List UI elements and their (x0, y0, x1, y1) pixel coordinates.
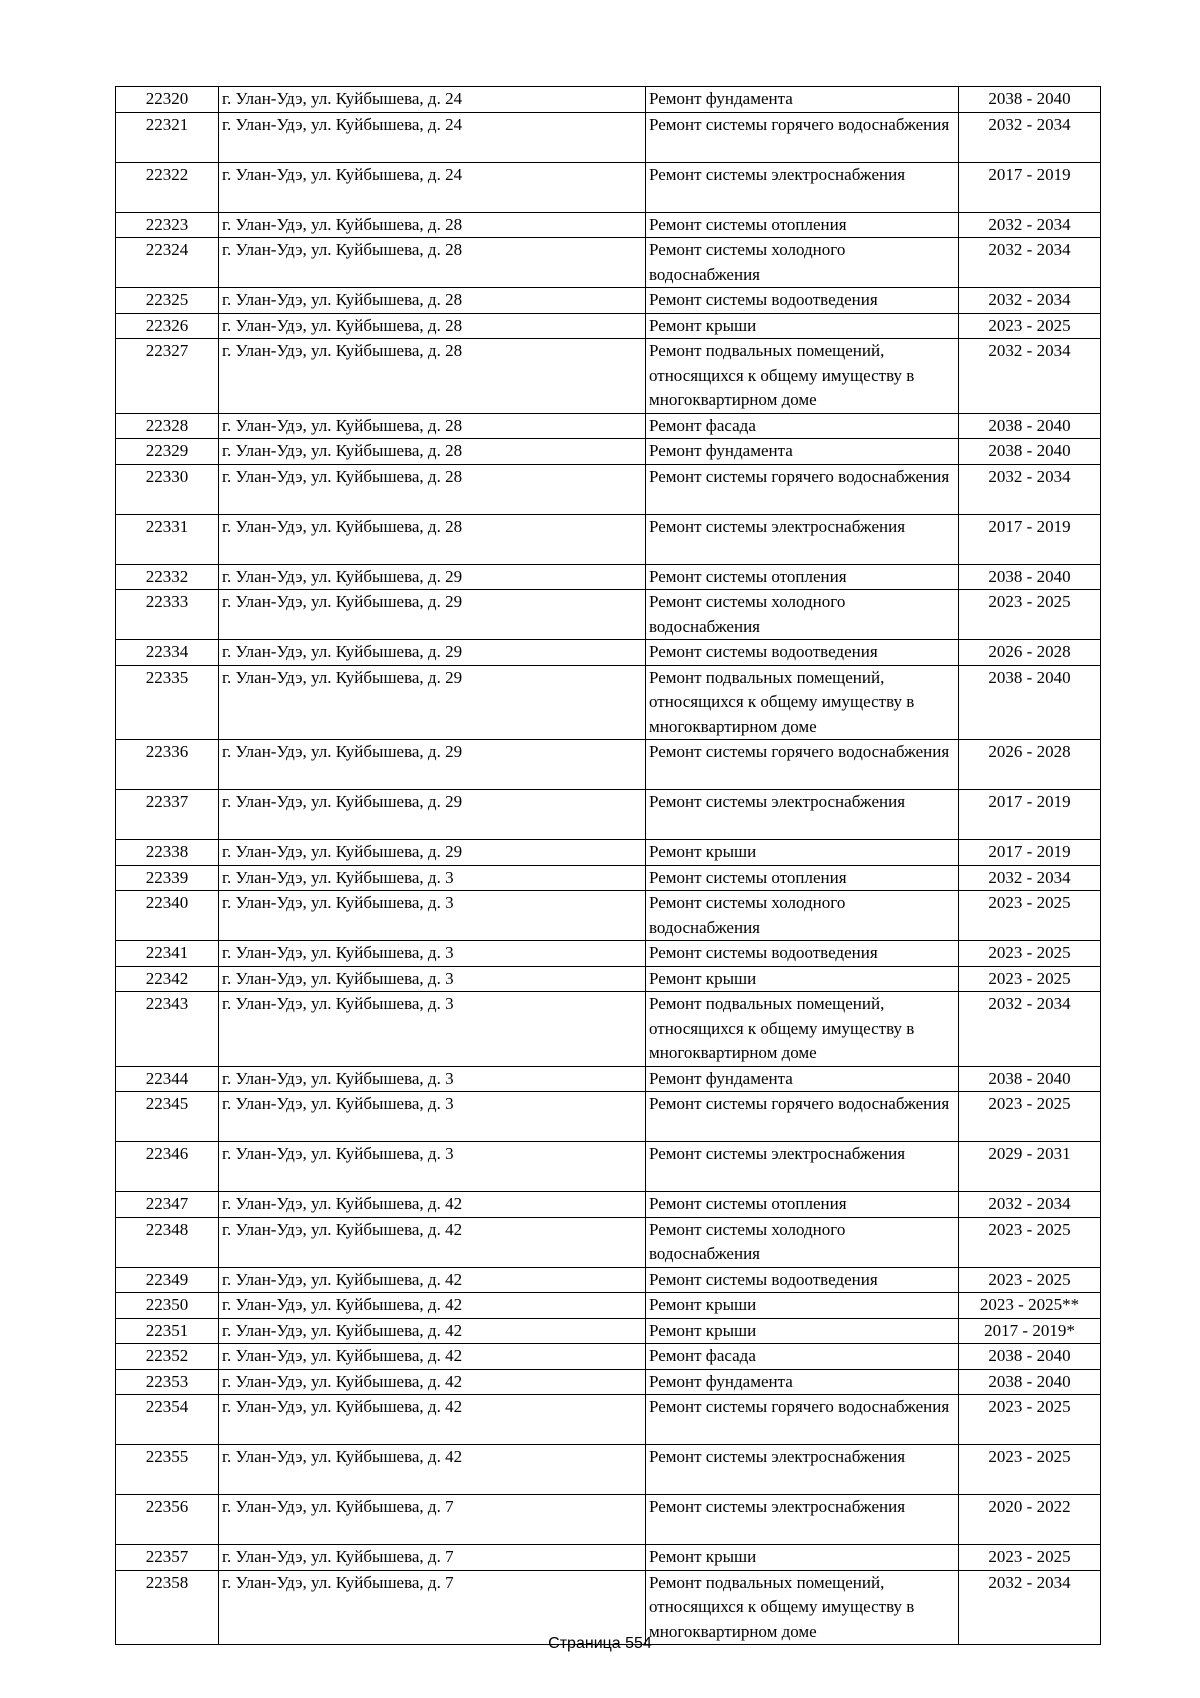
cell-work-type: Ремонт подвальных помещений, относящихся к общему имуществу в многоквартирном доме (646, 992, 959, 1067)
cell-number: 22356 (116, 1495, 219, 1545)
cell-period: 2032 - 2034 (959, 992, 1101, 1067)
cell-address: г. Улан-Удэ, ул. Куйбышева, д. 28 (219, 339, 646, 414)
cell-work-type: Ремонт фундамента (646, 439, 959, 465)
cell-address: г. Улан-Удэ, ул. Куйбышева, д. 3 (219, 865, 646, 891)
table-row (116, 1092, 1101, 1142)
cell-work-type: Ремонт фасада (646, 413, 959, 439)
cell-work-type: Ремонт системы водоотведения (646, 288, 959, 314)
cell-work-type: Ремонт фундамента (646, 1369, 959, 1395)
table-row (116, 740, 1101, 790)
cell-work-type: Ремонт крыши (646, 1545, 959, 1571)
cell-address: г. Улан-Удэ, ул. Куйбышева, д. 29 (219, 665, 646, 740)
cell-period: 2023 - 2025 (959, 941, 1101, 967)
table-row (116, 790, 1101, 840)
cell-period: 2017 - 2019 (959, 162, 1101, 212)
cell-period: 2032 - 2034 (959, 112, 1101, 162)
cell-address: г. Улан-Удэ, ул. Куйбышева, д. 29 (219, 640, 646, 666)
cell-work-type: Ремонт системы электроснабжения (646, 790, 959, 840)
cell-number: 22351 (116, 1318, 219, 1344)
cell-period: 2017 - 2019 (959, 514, 1101, 564)
cell-number: 22349 (116, 1267, 219, 1293)
table-row (116, 1369, 1101, 1395)
cell-number: 22350 (116, 1293, 219, 1319)
cell-work-type: Ремонт системы электроснабжения (646, 1445, 959, 1495)
page-number: Страница 554 (548, 1635, 652, 1652)
cell-work-type: Ремонт крыши (646, 313, 959, 339)
cell-number: 22355 (116, 1445, 219, 1495)
cell-work-type: Ремонт системы холодного водоснабжения (646, 590, 959, 640)
cell-period: 2023 - 2025 (959, 1092, 1101, 1142)
table-row (116, 1066, 1101, 1092)
cell-number: 22335 (116, 665, 219, 740)
cell-address: г. Улан-Удэ, ул. Куйбышева, д. 28 (219, 413, 646, 439)
cell-address: г. Улан-Удэ, ул. Куйбышева, д. 28 (219, 238, 646, 288)
cell-work-type: Ремонт фасада (646, 1344, 959, 1370)
cell-work-type: Ремонт крыши (646, 840, 959, 866)
cell-number: 22358 (116, 1570, 219, 1645)
cell-period: 2032 - 2034 (959, 464, 1101, 514)
cell-number: 22327 (116, 339, 219, 414)
cell-work-type: Ремонт системы электроснабжения (646, 162, 959, 212)
table-row (116, 1570, 1101, 1645)
cell-address: г. Улан-Удэ, ул. Куйбышева, д. 42 (219, 1267, 646, 1293)
cell-period: 2017 - 2019* (959, 1318, 1101, 1344)
cell-address: г. Улан-Удэ, ул. Куйбышева, д. 7 (219, 1545, 646, 1571)
cell-address: г. Улан-Удэ, ул. Куйбышева, д. 42 (219, 1395, 646, 1445)
table-row (116, 1395, 1101, 1445)
cell-period: 2023 - 2025 (959, 1267, 1101, 1293)
cell-number: 22333 (116, 590, 219, 640)
cell-period: 2038 - 2040 (959, 439, 1101, 465)
table-row (116, 212, 1101, 238)
cell-number: 22348 (116, 1217, 219, 1267)
table-row (116, 640, 1101, 666)
capital-repair-table (115, 86, 1101, 1645)
cell-period: 2032 - 2034 (959, 1192, 1101, 1218)
table-row (116, 1318, 1101, 1344)
cell-period: 2029 - 2031 (959, 1142, 1101, 1192)
cell-number: 22346 (116, 1142, 219, 1192)
cell-number: 22320 (116, 87, 219, 113)
cell-work-type: Ремонт системы отопления (646, 564, 959, 590)
cell-number: 22354 (116, 1395, 219, 1445)
cell-work-type: Ремонт крыши (646, 1293, 959, 1319)
cell-period: 2023 - 2025** (959, 1293, 1101, 1319)
cell-address: г. Улан-Удэ, ул. Куйбышева, д. 29 (219, 840, 646, 866)
cell-work-type: Ремонт системы водоотведения (646, 941, 959, 967)
cell-number: 22321 (116, 112, 219, 162)
table-row (116, 413, 1101, 439)
table-row (116, 288, 1101, 314)
cell-number: 22323 (116, 212, 219, 238)
table-row (116, 840, 1101, 866)
cell-work-type: Ремонт системы горячего водоснабжения (646, 1395, 959, 1445)
cell-address: г. Улан-Удэ, ул. Куйбышева, д. 42 (219, 1293, 646, 1319)
table-row (116, 339, 1101, 414)
cell-number: 22353 (116, 1369, 219, 1395)
cell-period: 2032 - 2034 (959, 865, 1101, 891)
cell-address: г. Улан-Удэ, ул. Куйбышева, д. 24 (219, 162, 646, 212)
cell-work-type: Ремонт подвальных помещений, относящихся к общему имуществу в многоквартирном доме (646, 339, 959, 414)
cell-number: 22341 (116, 941, 219, 967)
cell-period: 2038 - 2040 (959, 413, 1101, 439)
cell-work-type: Ремонт системы отопления (646, 1192, 959, 1218)
table-row (116, 966, 1101, 992)
cell-address: г. Улан-Удэ, ул. Куйбышева, д. 28 (219, 514, 646, 564)
cell-period: 2017 - 2019 (959, 840, 1101, 866)
cell-number: 22322 (116, 162, 219, 212)
cell-number: 22324 (116, 238, 219, 288)
cell-period: 2017 - 2019 (959, 790, 1101, 840)
cell-period: 2038 - 2040 (959, 564, 1101, 590)
cell-work-type: Ремонт системы горячего водоснабжения (646, 1092, 959, 1142)
cell-period: 2023 - 2025 (959, 1545, 1101, 1571)
cell-address: г. Улан-Удэ, ул. Куйбышева, д. 42 (219, 1217, 646, 1267)
cell-number: 22337 (116, 790, 219, 840)
cell-work-type: Ремонт фундамента (646, 87, 959, 113)
cell-address: г. Улан-Удэ, ул. Куйбышева, д. 3 (219, 1092, 646, 1142)
cell-number: 22338 (116, 840, 219, 866)
cell-period: 2026 - 2028 (959, 740, 1101, 790)
cell-work-type: Ремонт системы электроснабжения (646, 1495, 959, 1545)
cell-work-type: Ремонт системы водоотведения (646, 640, 959, 666)
cell-number: 22357 (116, 1545, 219, 1571)
cell-address: г. Улан-Удэ, ул. Куйбышева, д. 28 (219, 288, 646, 314)
cell-period: 2026 - 2028 (959, 640, 1101, 666)
cell-period: 2032 - 2034 (959, 238, 1101, 288)
cell-number: 22343 (116, 992, 219, 1067)
cell-address: г. Улан-Удэ, ул. Куйбышева, д. 24 (219, 112, 646, 162)
cell-number: 22326 (116, 313, 219, 339)
cell-address: г. Улан-Удэ, ул. Куйбышева, д. 28 (219, 439, 646, 465)
table-row (116, 1545, 1101, 1571)
table-row (116, 992, 1101, 1067)
cell-address: г. Улан-Удэ, ул. Куйбышева, д. 3 (219, 992, 646, 1067)
cell-number: 22336 (116, 740, 219, 790)
cell-address: г. Улан-Удэ, ул. Куйбышева, д. 24 (219, 87, 646, 113)
table-row (116, 514, 1101, 564)
cell-work-type: Ремонт фундамента (646, 1066, 959, 1092)
cell-address: г. Улан-Удэ, ул. Куйбышева, д. 42 (219, 1318, 646, 1344)
cell-address: г. Улан-Удэ, ул. Куйбышева, д. 29 (219, 740, 646, 790)
cell-address: г. Улан-Удэ, ул. Куйбышева, д. 29 (219, 590, 646, 640)
cell-period: 2023 - 2025 (959, 966, 1101, 992)
cell-number: 22344 (116, 1066, 219, 1092)
cell-period: 2032 - 2034 (959, 1570, 1101, 1645)
table-row (116, 1445, 1101, 1495)
table-row (116, 313, 1101, 339)
cell-work-type: Ремонт системы горячего водоснабжения (646, 112, 959, 162)
cell-number: 22339 (116, 865, 219, 891)
table-row (116, 1495, 1101, 1545)
table-row (116, 1344, 1101, 1370)
cell-address: г. Улан-Удэ, ул. Куйбышева, д. 29 (219, 564, 646, 590)
table-row (116, 1267, 1101, 1293)
table-row (116, 941, 1101, 967)
cell-work-type: Ремонт системы холодного водоснабжения (646, 1217, 959, 1267)
table-row (116, 665, 1101, 740)
table-row (116, 238, 1101, 288)
cell-number: 22352 (116, 1344, 219, 1370)
table-row (116, 1293, 1101, 1319)
cell-work-type: Ремонт крыши (646, 1318, 959, 1344)
cell-address: г. Улан-Удэ, ул. Куйбышева, д. 42 (219, 1445, 646, 1495)
table-body (116, 87, 1101, 1645)
cell-address: г. Улан-Удэ, ул. Куйбышева, д. 29 (219, 790, 646, 840)
table-row (116, 1192, 1101, 1218)
cell-work-type: Ремонт системы электроснабжения (646, 514, 959, 564)
cell-number: 22342 (116, 966, 219, 992)
table-row (116, 1142, 1101, 1192)
cell-period: 2032 - 2034 (959, 212, 1101, 238)
cell-work-type: Ремонт системы холодного водоснабжения (646, 238, 959, 288)
cell-work-type: Ремонт системы холодного водоснабжения (646, 891, 959, 941)
cell-period: 2023 - 2025 (959, 1445, 1101, 1495)
cell-number: 22325 (116, 288, 219, 314)
cell-address: г. Улан-Удэ, ул. Куйбышева, д. 3 (219, 891, 646, 941)
table-row (116, 87, 1101, 113)
table-row (116, 590, 1101, 640)
cell-address: г. Улан-Удэ, ул. Куйбышева, д. 3 (219, 1066, 646, 1092)
cell-address: г. Улан-Удэ, ул. Куйбышева, д. 28 (219, 313, 646, 339)
table-row (116, 112, 1101, 162)
cell-work-type: Ремонт системы электроснабжения (646, 1142, 959, 1192)
cell-work-type: Ремонт подвальных помещений, относящихся к общему имуществу в многоквартирном доме (646, 665, 959, 740)
cell-period: 2032 - 2034 (959, 339, 1101, 414)
cell-work-type: Ремонт крыши (646, 966, 959, 992)
cell-period: 2032 - 2034 (959, 288, 1101, 314)
cell-work-type: Ремонт системы горячего водоснабжения (646, 740, 959, 790)
table-row (116, 1217, 1101, 1267)
cell-number: 22345 (116, 1092, 219, 1142)
cell-address: г. Улан-Удэ, ул. Куйбышева, д. 42 (219, 1344, 646, 1370)
cell-period: 2038 - 2040 (959, 1369, 1101, 1395)
cell-period: 2023 - 2025 (959, 590, 1101, 640)
cell-address: г. Улан-Удэ, ул. Куйбышева, д. 42 (219, 1192, 646, 1218)
cell-period: 2038 - 2040 (959, 1344, 1101, 1370)
cell-address: г. Улан-Удэ, ул. Куйбышева, д. 3 (219, 1142, 646, 1192)
cell-address: г. Улан-Удэ, ул. Куйбышева, д. 3 (219, 966, 646, 992)
cell-period: 2038 - 2040 (959, 665, 1101, 740)
cell-work-type: Ремонт системы отопления (646, 212, 959, 238)
cell-number: 22329 (116, 439, 219, 465)
table-row (116, 564, 1101, 590)
cell-address: г. Улан-Удэ, ул. Куйбышева, д. 7 (219, 1495, 646, 1545)
table-row (116, 162, 1101, 212)
table-row (116, 865, 1101, 891)
cell-number: 22331 (116, 514, 219, 564)
cell-number: 22328 (116, 413, 219, 439)
cell-address: г. Улан-Удэ, ул. Куйбышева, д. 28 (219, 212, 646, 238)
cell-number: 22334 (116, 640, 219, 666)
cell-period: 2023 - 2025 (959, 891, 1101, 941)
cell-period: 2038 - 2040 (959, 87, 1101, 113)
cell-period: 2023 - 2025 (959, 313, 1101, 339)
cell-number: 22340 (116, 891, 219, 941)
cell-number: 22330 (116, 464, 219, 514)
cell-work-type: Ремонт подвальных помещений, относящихся к общему имуществу в многоквартирном доме (646, 1570, 959, 1645)
table-row (116, 464, 1101, 514)
cell-period: 2023 - 2025 (959, 1217, 1101, 1267)
cell-address: г. Улан-Удэ, ул. Куйбышева, д. 42 (219, 1369, 646, 1395)
cell-address: г. Улан-Удэ, ул. Куйбышева, д. 7 (219, 1570, 646, 1645)
cell-period: 2038 - 2040 (959, 1066, 1101, 1092)
cell-period: 2023 - 2025 (959, 1395, 1101, 1445)
cell-period: 2020 - 2022 (959, 1495, 1101, 1545)
cell-number: 22332 (116, 564, 219, 590)
cell-work-type: Ремонт системы отопления (646, 865, 959, 891)
cell-number: 22347 (116, 1192, 219, 1218)
cell-work-type: Ремонт системы горячего водоснабжения (646, 464, 959, 514)
table-row (116, 891, 1101, 941)
cell-address: г. Улан-Удэ, ул. Куйбышева, д. 3 (219, 941, 646, 967)
cell-address: г. Улан-Удэ, ул. Куйбышева, д. 28 (219, 464, 646, 514)
cell-work-type: Ремонт системы водоотведения (646, 1267, 959, 1293)
table-row (116, 439, 1101, 465)
